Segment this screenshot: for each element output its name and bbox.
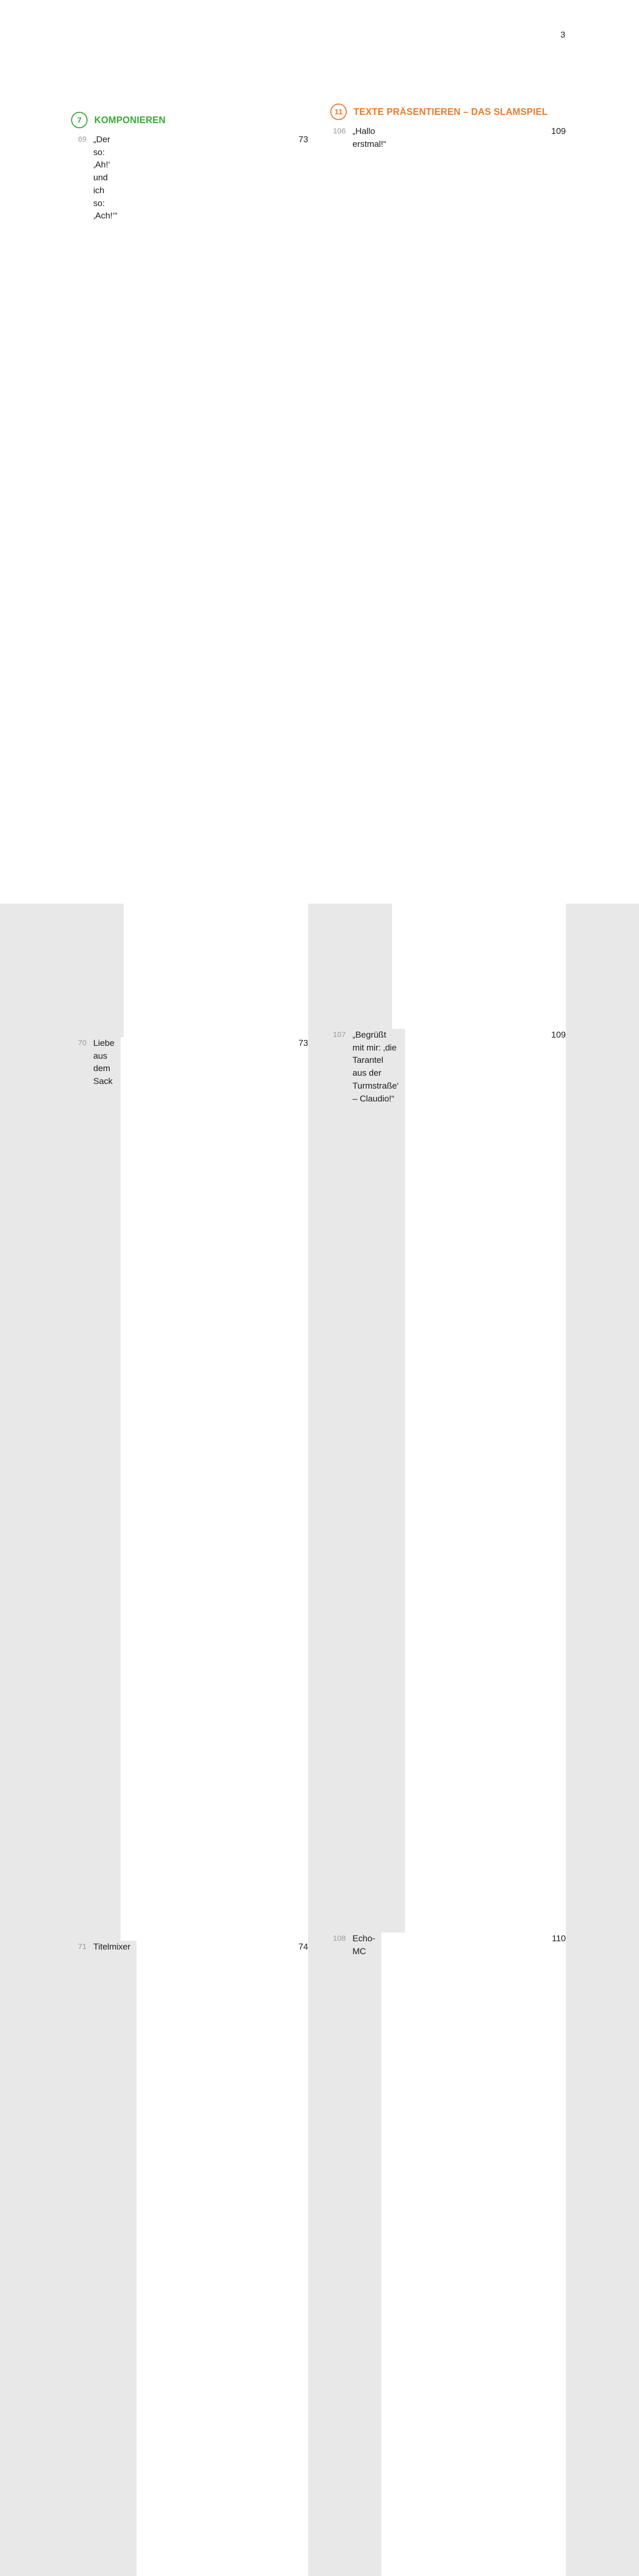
entry-title: Echo-MC bbox=[352, 1934, 375, 1956]
entry-page-number: 110 bbox=[381, 1933, 566, 2576]
entry-title: „Begrüßt mit mir: ‚die Tarantel aus der Turmstraße‘ – Claudio!“ bbox=[352, 1030, 399, 1104]
chapter-badge: 11 bbox=[330, 104, 347, 120]
entry-title: Titelmixer bbox=[93, 1942, 131, 1952]
entry-title: „Der so: ‚Ah!‘ und ich so: ‚Ach!‘“ bbox=[93, 134, 117, 221]
toc-column-right bbox=[330, 0, 566, 2576]
section-entries bbox=[71, 133, 308, 2576]
entry-number: 107 bbox=[332, 1030, 346, 1039]
entry-number: 69 bbox=[78, 135, 87, 144]
entry-number: 106 bbox=[332, 127, 346, 135]
entry-page-number: 73 bbox=[121, 1037, 308, 1941]
entry-title: Liebe aus dem Sack bbox=[93, 1038, 115, 1087]
toc-entry bbox=[330, 1029, 566, 1933]
section-entries bbox=[330, 125, 566, 2576]
section-header bbox=[71, 112, 308, 128]
entry-number: 70 bbox=[78, 1039, 87, 1047]
toc-section bbox=[71, 112, 308, 2576]
toc-section bbox=[330, 104, 566, 2576]
entry-number: 108 bbox=[332, 1934, 346, 1943]
toc-column-left bbox=[71, 0, 308, 2576]
entry-title: „Hallo erstmal!“ bbox=[352, 126, 386, 149]
entry-page-number: 74 bbox=[137, 1941, 308, 2576]
toc-entry bbox=[330, 125, 566, 1029]
toc-entry bbox=[71, 1037, 308, 1941]
entry-page-number: 109 bbox=[405, 1029, 566, 1933]
toc-entry bbox=[71, 1941, 308, 2576]
page-number: 3 bbox=[560, 30, 565, 40]
chapter-badge: 7 bbox=[71, 112, 88, 128]
section-header bbox=[330, 104, 566, 120]
entry-number: 71 bbox=[78, 1942, 87, 1951]
section-title: TEXTE PRÄSENTIEREN – DAS SLAMSPIEL bbox=[354, 106, 548, 117]
entry-page-number: 73 bbox=[124, 133, 308, 1037]
toc-entry bbox=[330, 1933, 566, 2576]
section-title: KOMPONIEREN bbox=[94, 114, 166, 125]
entry-page-number: 109 bbox=[392, 125, 566, 1029]
toc-entry bbox=[71, 133, 308, 1037]
